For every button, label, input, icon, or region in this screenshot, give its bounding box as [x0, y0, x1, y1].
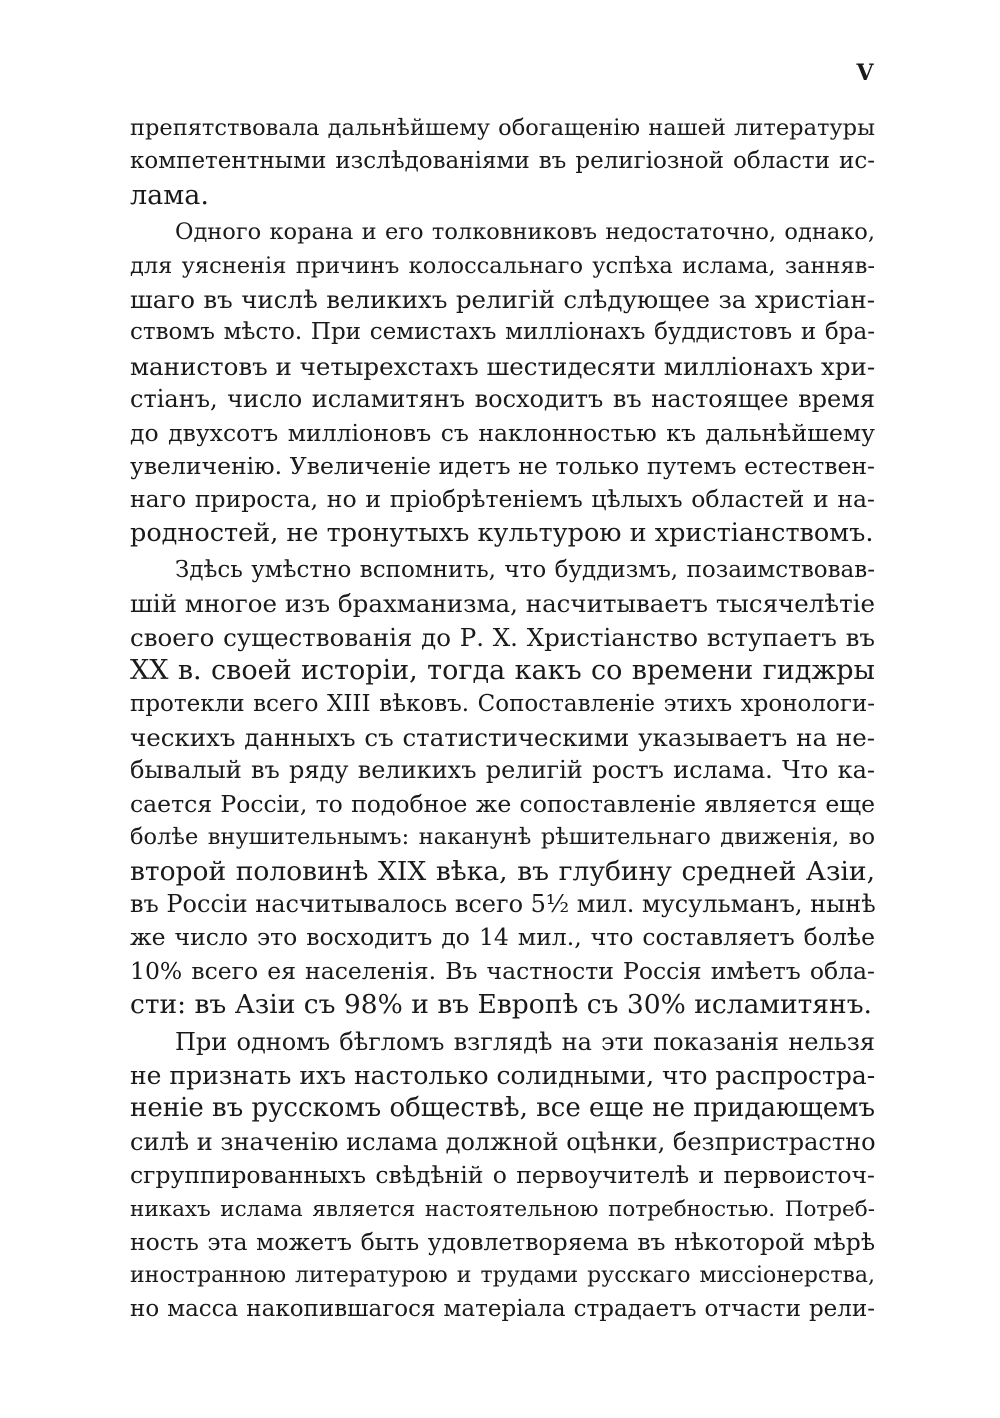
text-line: для уясненія причинъ колоссальнаго успѣха ислама, занняв-: [130, 252, 875, 279]
text-line: Здѣсь умѣстно вспомнить, что буддизмъ, позаимствовав-: [175, 557, 875, 584]
text-line: XX в. своей исторіи, тогда какъ со времени гиджры: [130, 655, 875, 687]
paragraph: [130, 554, 875, 1021]
text-line: но масса накопившагося матеріала страдаетъ отчасти рели-: [130, 1295, 875, 1322]
text-line: Одного корана и его толковниковъ недостаточно, однако,: [175, 219, 875, 246]
body-text: [130, 112, 875, 1326]
paragraph: [130, 1026, 875, 1327]
paragraph: [130, 216, 875, 550]
text-line: не признать ихъ настолько солидными, что распростра-: [130, 1060, 876, 1090]
text-line: иностранною литературою и трудами русскаго миссіонерства,: [130, 1263, 875, 1289]
page-number: V: [856, 60, 874, 86]
text-line: сается Россіи, то подобное же сопоставленіе является еще: [130, 789, 875, 818]
text-line: сгруппированныхъ свѣдѣній о первоучителѣ и первоисточ-: [130, 1161, 875, 1190]
text-line: ность эта можетъ быть удовлетворяема въ нѣкоторой мѣрѣ: [130, 1227, 875, 1256]
text-line: силѣ и значенію ислама должной оцѣнки, безпристрастно: [130, 1127, 876, 1156]
text-line: неніе въ русскомъ обществѣ, все еще не придающемъ: [130, 1093, 875, 1124]
text-line: шій многое изъ брахманизма, насчитываетъ тысячелѣтіе: [130, 589, 875, 619]
text-line: болѣе внушительнымъ: наканунѣ рѣшительнаго движенія, во: [130, 824, 875, 851]
text-line: 10% всего ея населенія. Въ частности Россія имѣетъ обла-: [130, 956, 875, 985]
text-line: бывалый въ ряду великихъ религій ростъ ислама. Что ка-: [130, 756, 875, 785]
text-line: ствомъ мѣсто. При семистахъ милліонахъ буддистовъ и бра-: [130, 319, 875, 346]
text-line: до двухсотъ милліоновъ съ наклонностью къ дальнѣйшему: [130, 418, 875, 447]
text-line: стіанъ, число исламитянъ восходитъ въ настоящее время: [130, 385, 875, 414]
text-line: препятствовала дальнѣйшему обогащенію нашей литературы: [130, 115, 875, 141]
text-line: шаго въ числѣ великихъ религій слѣдующее за христіан-: [130, 284, 875, 314]
text-line: наго прироста, но и пріобрѣтеніемъ цѣлыхъ областей и на-: [130, 485, 875, 514]
text-line: При одномъ бѣгломъ взглядѣ на эти показанія нельзя: [175, 1027, 875, 1056]
text-line: въ Россіи насчитывалось всего 5½ мил. мусульманъ, нынѣ: [130, 889, 876, 918]
text-line: протекли всего XIII вѣковъ. Сопоставленіе этихъ хронологи-: [130, 690, 875, 717]
text-line: компетентными изслѣдованіями въ религіозной области ис-: [130, 148, 875, 175]
paragraph: [130, 112, 875, 212]
text-line: лама.: [130, 179, 209, 211]
text-line: второй половинѣ XIX вѣка, въ глубину средней Азіи,: [130, 855, 875, 887]
text-line: родностей, не тронутыхъ культурою и христіанствомъ.: [130, 517, 874, 548]
text-line: манистовъ и четырехстахъ шестидесяти милліонахъ хри-: [130, 351, 876, 381]
text-line: увеличенію. Увеличеніе идетъ не только путемъ естествен-: [130, 451, 875, 480]
text-line: сти: въ Азіи съ 98% и въ Европѣ съ 30% исламитянъ.: [130, 989, 872, 1021]
text-line: своего существованія до Р. Х. Христіанство вступаетъ въ: [130, 622, 875, 652]
text-line: же число это восходитъ до 14 мил., что составляетъ болѣе: [130, 923, 875, 952]
text-line: никахъ ислама является настоятельною потребностью. Потреб-: [130, 1196, 875, 1222]
text-line: ческихъ данныхъ съ статистическими указываетъ на не-: [130, 723, 875, 753]
